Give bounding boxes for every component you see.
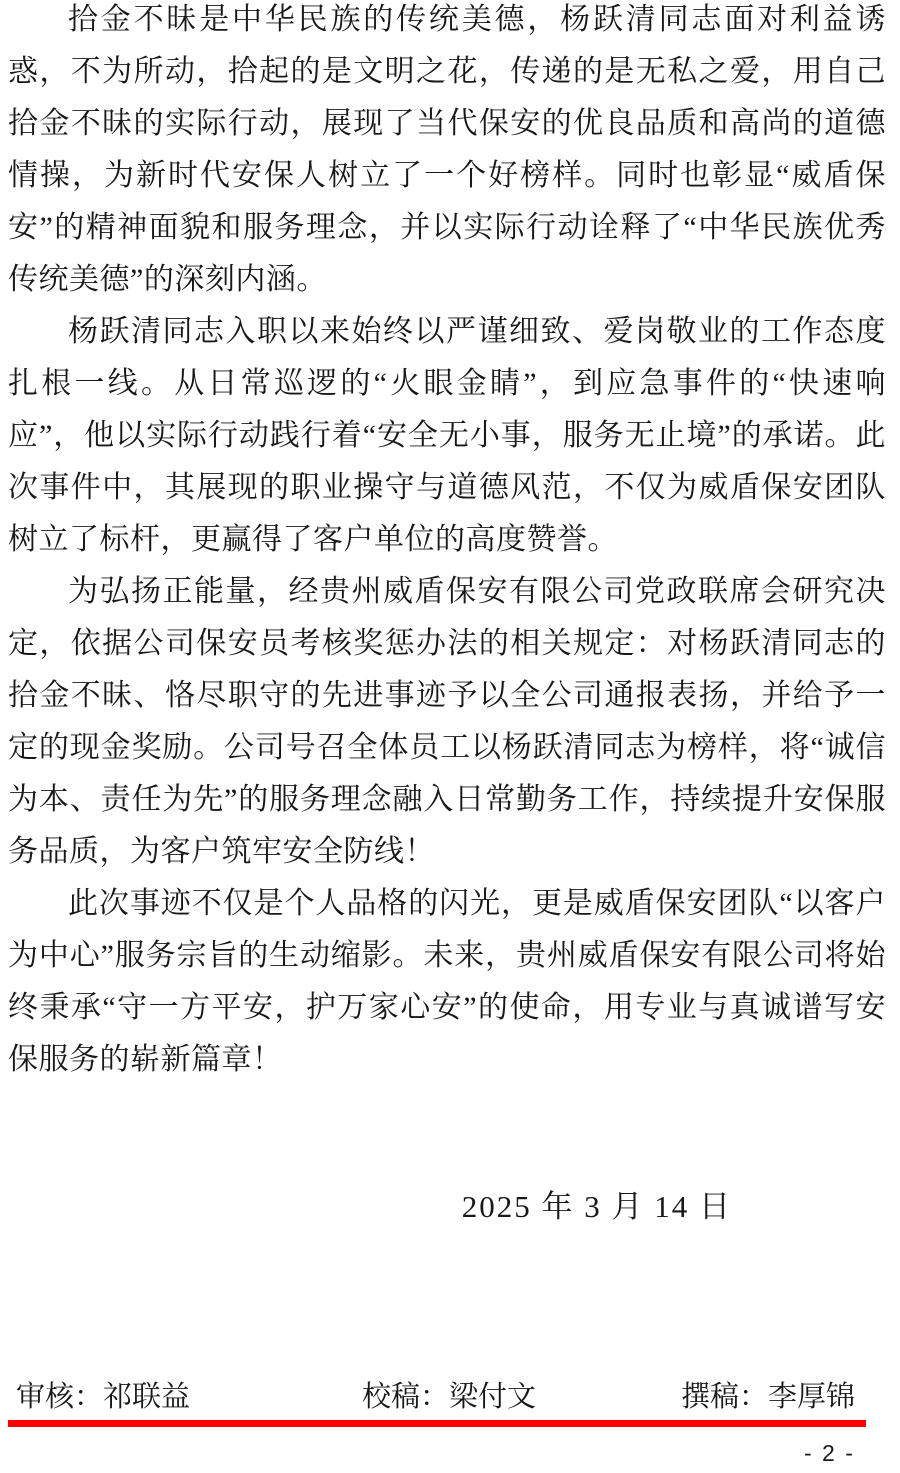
credits-footer: [0, 1380, 900, 1414]
paragraph-4: 此次事迹不仅是个人品格的闪光，更是威盾保安团队“以客户为中心”服务宗旨的生动缩影。未来，贵州威盾保安有限公司将始终秉承“守一方平安，护万家心安”的使命，用专业与真诚谱写安保服务的崭新篇章！: [8, 887, 886, 1076]
credit-author-label: 撰稿：: [681, 1381, 769, 1413]
document-body: [8, 0, 886, 1086]
paragraph-3: 为弘扬正能量，经贵州威盾保安有限公司党政联席会研究决定，依据公司保安员考核奖惩办法的相关规定：对杨跃清同志的拾金不昧、恪尽职守的先进事迹予以全公司通报表扬，并给予一定的现金奖励。公司号召全体员工以杨跃清同志为榜样，将“诚信为本、责任为先”的服务理念融入日常勤务工作，持续提升安保服务品质，为客户筑牢安全防线！: [8, 575, 886, 868]
credit-reviewer: [16, 1380, 190, 1414]
page-number: - 2 -: [804, 1440, 855, 1466]
document-date: 2025 年 3 月 14 日: [461, 1189, 732, 1224]
credit-author: [681, 1380, 855, 1414]
credit-proofreader: [362, 1380, 536, 1414]
credit-proofreader-label: 校稿：: [362, 1381, 450, 1413]
credit-proofreader-name: 梁付文: [449, 1381, 537, 1413]
paragraph-2: 杨跃清同志入职以来始终以严谨细致、爱岗敬业的工作态度扎根一线。从日常巡逻的“火眼金睛”，到应急事件的“快速响应”，他以实际行动践行着“安全无小事，服务无止境”的承诺。此次事件中，其展现的职业操守与道德风范，不仅为威盾保安团队树立了标杆，更赢得了客户单位的高度赞誉。: [8, 315, 886, 556]
credit-reviewer-name: 祁联益: [103, 1381, 191, 1413]
credit-author-name: 李厚锦: [768, 1381, 856, 1413]
paragraph-1: 拾金不昧是中华民族的传统美德，杨跃清同志面对利益诱惑，不为所动，拾起的是文明之花，传递的是无私之爱，用自己拾金不昧的实际行动，展现了当代保安的优良品质和高尚的道德情操，为新时代安保人树立了一个好榜样。同时也彰显“威盾保安”的精神面貌和服务理念，并以实际行动诠释了“中华民族优秀传统美德”的深刻内涵。: [8, 3, 886, 296]
red-divider-line: [8, 1420, 866, 1427]
credit-reviewer-label: 审核：: [16, 1381, 104, 1413]
